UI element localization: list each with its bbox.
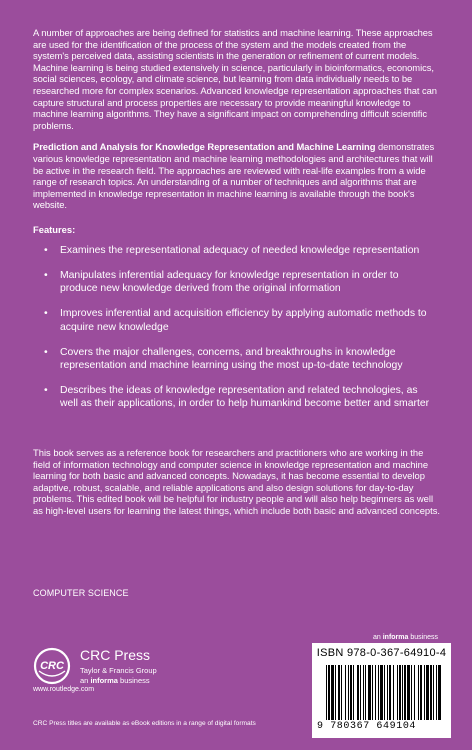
feature-item	[33, 384, 433, 411]
isbn-barcode-box	[312, 643, 451, 738]
publisher-name: CRC Press	[80, 647, 151, 663]
informa-tag-suffix: business	[408, 634, 438, 641]
blurb	[33, 27, 443, 211]
bullet-icon: •	[44, 346, 48, 358]
feature-item	[33, 307, 433, 334]
book-title-lead: Prediction and Analysis for Knowledge Representation and Machine Learning	[33, 141, 376, 153]
informa-tag-prefix: an	[373, 634, 383, 641]
bullet-icon: •	[44, 308, 48, 320]
crc-logo-icon	[33, 647, 71, 685]
intro-paragraph: A number of approaches are being defined for statistics and machine learning. These approaches are used for the identification of the process of the system and the models created from the system's perceived data, assisting scientists in the generation or refinement of current models. Machine learning is being studied extensively in science, particularly in bioinformatics, economics, social sciences, ecology, and climate science, but learning from data individually needs to be researched more for complex scenarios. Advanced knowledge representation approaches that can capture structural and process properties are necessary to provide meaningful knowledge to machine learning algorithms. They have a significant impact on comprehending difficult scientific problems.	[33, 27, 437, 131]
publisher-group: Taylor & Francis Group	[80, 666, 157, 675]
feature-text: Manipulates inferential adequacy for knowledge representation in order to produce new knowledge derived from the original information	[60, 269, 399, 295]
barcode-icon	[326, 665, 442, 720]
formats-note: CRC Press titles are available as eBook editions in a range of digital formats	[33, 720, 256, 727]
closing-paragraph: This book serves as a reference book for researchers and practitioners who are working in the field of information technology and computer science in knowledge representation and machine learning for both basic and advanced concepts. Nowadays, it has become essential to develop adaptive, robust, scalable, and reliable applications and also design solutions for day-to-day problems. This edited book will be helpful for industry people and will also help beginners as well as high-level users for learning the latest things, which include both basic and advanced concepts.	[33, 447, 441, 516]
bullet-icon: •	[44, 269, 48, 281]
description-paragraph	[33, 141, 443, 211]
publisher-url: www.routledge.com	[33, 686, 95, 693]
isbn-label: ISBN 978-0-367-64910-4	[316, 647, 447, 659]
informa-business-tag	[373, 634, 438, 641]
features-list	[33, 244, 433, 422]
crc-logo-letters: CRC	[40, 660, 64, 672]
feature-text: Improves inferential and acquisition efficiency by applying automatic methods to acquire new knowledge	[60, 308, 427, 333]
features-heading: Features:	[33, 224, 76, 235]
publisher-logo-block	[33, 647, 233, 707]
informa-tag-bold: informa	[382, 634, 409, 641]
description-rest: demonstrates various knowledge representation and machine learning methodologies and architectures that will be active in the research field. The approaches are reviewed with real-life examples from a wide range of research topics. An understanding of a number of techniques and algorithms that are implemented in knowledge representation in machine learning is available through the book's website.	[33, 141, 435, 211]
category-label: COMPUTER SCIENCE	[33, 588, 129, 598]
publisher-informa	[80, 676, 150, 685]
feature-text: Covers the major challenges, concerns, and breakthroughs in knowledge representation and machine learning using the most up-to-date technology	[60, 346, 403, 371]
informa-suffix: business	[117, 676, 150, 685]
barcode-digits: 9 780367 649104	[317, 721, 417, 732]
feature-text: Describes the ideas of knowledge representation and related technologies, as well as their applications, in order to help humankind become better and smarter	[60, 384, 430, 410]
feature-item	[33, 346, 433, 373]
feature-item	[33, 244, 433, 257]
informa-prefix: an	[80, 676, 91, 685]
feature-text: Examines the representational adequacy of needed knowledge representation	[60, 245, 420, 256]
bullet-icon: •	[44, 384, 48, 396]
feature-item	[33, 269, 433, 296]
bullet-icon: •	[44, 245, 48, 256]
informa-bold: informa	[90, 676, 118, 685]
